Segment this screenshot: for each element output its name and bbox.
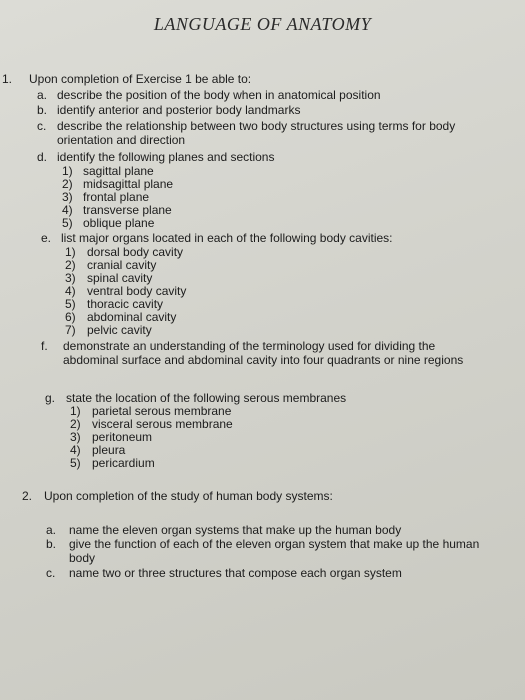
list-item-number: 5) — [65, 297, 76, 311]
list-item: pericardium — [92, 456, 155, 470]
item-1f-text-line2: abdominal surface and abdominal cavity into four quadrants or nine regions — [63, 353, 464, 367]
item-1c-text-line1: describe the relationship between two body structures using terms for body — [57, 119, 456, 133]
item-1e-marker: e. — [41, 231, 52, 245]
item-2b-marker: b. — [46, 537, 57, 551]
list-item-number: 1) — [70, 404, 81, 418]
section-2-number: 2. — [22, 489, 33, 503]
list-item-number: 4) — [70, 443, 81, 457]
page-title: LANGUAGE OF ANATOMY — [153, 14, 372, 34]
list-item-number: 5) — [70, 456, 81, 470]
item-1d-marker: d. — [37, 150, 48, 164]
item-2a-text: name the eleven organ systems that make up the human body — [69, 523, 402, 537]
list-item: cranial cavity — [87, 258, 157, 272]
item-2c-text: name two or three structures that compose each organ system — [69, 566, 402, 580]
list-item-number: 4) — [62, 203, 73, 217]
item-1g-marker: g. — [45, 391, 56, 405]
item-1d-text: identify the following planes and sections — [57, 150, 275, 164]
list-item-number: 4) — [65, 284, 76, 298]
list-item: thoracic cavity — [87, 297, 164, 311]
list-item: pelvic cavity — [87, 323, 152, 337]
item-1f-text-line1: demonstrate an understanding of the terminology used for dividing the — [63, 339, 436, 353]
list-item: sagittal plane — [83, 164, 154, 178]
item-1c-text-line2: orientation and direction — [57, 133, 186, 147]
item-1a-text: describe the position of the body when in anatomical position — [57, 88, 381, 102]
list-item: dorsal body cavity — [87, 245, 184, 259]
item-2b-text-line1: give the function of each of the eleven organ system that make up the human — [69, 537, 480, 551]
item-1c-marker: c. — [37, 119, 47, 133]
item-2b-text-line2: body — [69, 551, 96, 565]
item-1f-marker: f. — [41, 339, 48, 353]
list-item: ventral body cavity — [87, 284, 187, 298]
list-item: oblique plane — [83, 216, 155, 230]
item-1g-text: state the location of the following serous membranes — [66, 391, 347, 405]
list-item: transverse plane — [83, 203, 172, 217]
section-1-heading: Upon completion of Exercise 1 be able to: — [29, 72, 252, 86]
list-item: abdominal cavity — [87, 310, 177, 324]
item-1b-marker: b. — [37, 103, 48, 117]
list-item-number: 3) — [65, 271, 76, 285]
list-item-number: 6) — [65, 310, 76, 324]
list-item-number: 2) — [62, 177, 73, 191]
section-2-heading: Upon completion of the study of human body systems: — [44, 489, 333, 503]
list-item: spinal cavity — [87, 271, 153, 285]
list-item-number: 5) — [62, 216, 73, 230]
list-item-number: 1) — [62, 164, 73, 178]
list-item-number: 2) — [65, 258, 76, 272]
list-item-number: 2) — [70, 417, 81, 431]
item-1b-text: identify anterior and posterior body landmarks — [57, 103, 301, 117]
item-2a-marker: a. — [46, 523, 57, 537]
item-2c-marker: c. — [46, 566, 56, 580]
list-item: peritoneum — [92, 430, 153, 444]
section-1-number: 1. — [2, 72, 13, 86]
list-item: pleura — [92, 443, 126, 457]
list-item: frontal plane — [83, 190, 150, 204]
list-item: visceral serous membrane — [92, 417, 233, 431]
list-item: midsagittal plane — [83, 177, 174, 191]
list-item: parietal serous membrane — [92, 404, 232, 418]
item-1a-marker: a. — [37, 88, 48, 102]
list-item-number: 3) — [70, 430, 81, 444]
list-item-number: 3) — [62, 190, 73, 204]
list-item-number: 1) — [65, 245, 76, 259]
item-1e-text: list major organs located in each of the following body cavities: — [61, 231, 393, 245]
list-item-number: 7) — [65, 323, 76, 337]
